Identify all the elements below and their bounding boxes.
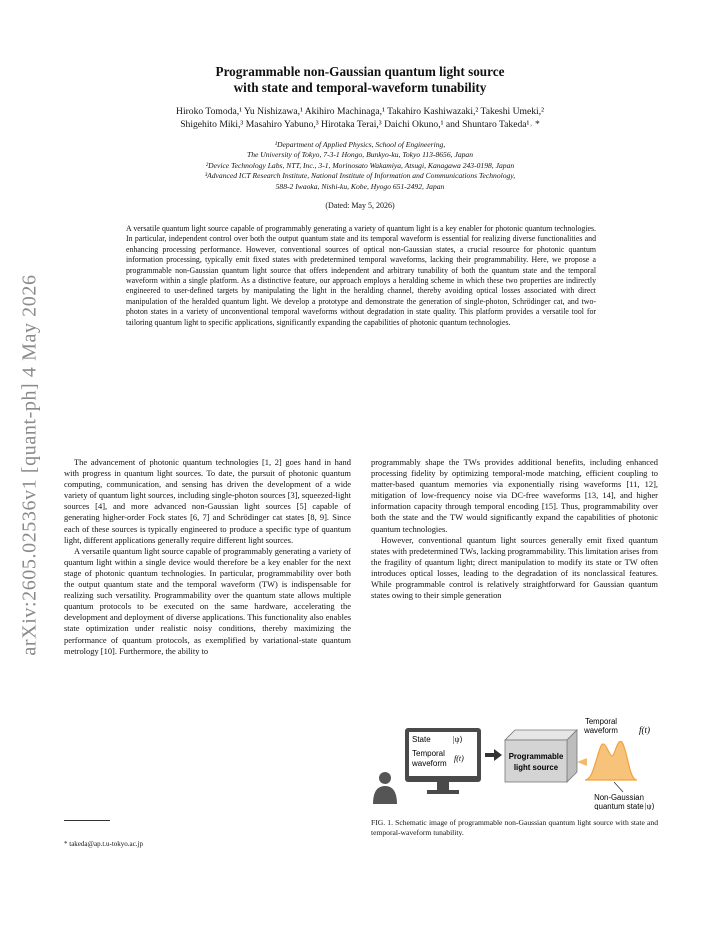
abstract: A versatile quantum light source capable of programmably generating a variety of quantum light is a key enabler for photonic quantum technologies. In particular, independent control over both the output quantum state and its temporal waveform is essential for realizing diverse functionalities and enhancing processing performance. However, conventional sources of optical non-Gaussian states, a crucial resource for photonic quantum information processing, typically emit fixed states with predetermined temporal waveforms, lacking their programmability. Here, we propose a programmable non-Gaussian quantum light source that offers independent and arbitrary tunability of both the quantum state and the temporal waveform within a single platform. As a distinctive feature, our approach employs a heralding scheme in which these two properties are indirectly engineered to user-defined targets by manipulating the light in the heralding channel, thereby avoiding optical losses associated with direct manipulation of the heralded quantum light. We develop a prototype and demonstrate the generation of single-photon, Schrödinger cat, and two-photon states in a variety of unconventional temporal waveforms without degradation in state quality. This platform provides a versatile tool for tailoring quantum light to specific applications, significantly expanding the capabilities of photonic quantum technologies. (126, 224, 596, 327)
beam-arrow (577, 758, 587, 766)
waveform-curve (585, 741, 637, 780)
box-label-2: light source (513, 763, 559, 772)
title-line-2: with state and temporal-waveform tunability (233, 80, 487, 95)
authors-line-2: Shigehito Miki,³ Masahiro Yabuno,³ Hirotaka Terai,³ Daichi Okuno,¹ and Shuntaro Takeda¹˒ * (180, 119, 540, 130)
box-label-1: Programmable (508, 752, 564, 761)
figure-1-schematic (371, 700, 658, 810)
body-paragraph: A versatile quantum light source capable of programmably generating a variety of quantum light within a single device would therefore be a key enabler for the next stage of photonic quantum technologies. In particular, programmability over both the output quantum state and the temporal waveform (TW) is indispensable for realizing such versatility. Programmability over the quantum state allows multiple quantum protocols to be executed on the same hardware, accelerating the development and deployment of diverse applications. This functionality also enables state optimization under realistic noisy conditions, thereby maximizing the performance of quantum protocols, as exemplified by variational-state quantum metrology [10]. Furthermore, the ability to (64, 545, 351, 656)
temporal-label: Temporal (412, 749, 445, 758)
arrow-head-icon (494, 749, 502, 761)
person-body-icon (373, 786, 397, 804)
waveform-label: waveform (412, 759, 447, 768)
affiliations (80, 140, 640, 192)
body-paragraph: However, conventional quantum light sources generally emit fixed quantum states with predetermined TWs, lacking programmability. This limitation arises from the fragility of quantum light; direct manipulation to modify its state or TW often introduces optical losses, leading to the degradation of its nonclassical features. While programmable control is relatively straightforward for Gaussian quantum states owing to their simple generation (371, 534, 658, 601)
dated-line: (Dated: May 5, 2026) (325, 201, 395, 210)
affiliation-line: ¹Department of Applied Physics, School of Engineering, (274, 140, 446, 149)
body-paragraph: programmably shape the TWs provides additional benefits, including enhanced processing fidelity by optimizing temporal-mode matching, efficient coupling to matter-based quantum memories via exponentially rising waveforms [11, 12], mitigation of low-frequency noise via DC-free waveforms [13, 14], and higher information capacity through temporal encoding [15]. Thus, programmability over both the state and the TW would significantly expand the capabilities of photonic quantum technologies. (371, 457, 658, 534)
out-ket: |ψ⟩ (645, 802, 655, 810)
figure-caption: FIG. 1. Schematic image of programmable non-Gaussian quantum light source with state and temporal-waveform tunability. (371, 818, 658, 837)
state-ket: |ψ⟩ (453, 735, 463, 744)
monitor-base (427, 790, 459, 794)
monitor-stand (437, 782, 449, 790)
out-temporal-label: Temporal (584, 717, 618, 726)
box-top (505, 730, 577, 740)
footnote-rule (64, 820, 110, 821)
right-column (371, 457, 658, 601)
arxiv-id: arXiv:2605.02536v1 [quant-ph] 4 May 2026 (18, 274, 41, 656)
person-head-icon (379, 772, 391, 784)
affiliation-line: The University of Tokyo, 7-3-1 Hongo, Bunkyo-ku, Tokyo 113-8656, Japan (246, 150, 474, 160)
waveform-func: f(t) (454, 754, 464, 763)
paper-title (100, 64, 620, 96)
left-column (64, 457, 351, 657)
body-paragraph: The advancement of photonic quantum technologies [1, 2] goes hand in hand with progress in quantum light sources. To date, the pursuit of photonic quantum computing, communication, and sensing has driven the development of a wide variety of quantum light sources, including single-photon sources [3], squeezed-light sources [4], and more advanced non-Gaussian light sources [5] capable of generating higher-order Fock states [6, 7] and Schrödinger cat states [8, 9]. Since each of these sources is typically engineered to produce a specific type of quantum light, different applications generally require different light sources. (64, 457, 351, 545)
author-list (80, 105, 640, 131)
pointer-line (614, 782, 623, 792)
state-label: State (412, 735, 431, 744)
affiliation-line: ³Advanced ICT Research Institute, National Institute of Information and Communications Technology, (204, 171, 516, 181)
light-source-box (505, 740, 567, 782)
affiliation-line: 588-2 Iwaoka, Nishi-ku, Kobe, Hyogo 651-2492, Japan (275, 181, 445, 191)
arxiv-sidebar (4, 235, 56, 695)
authors-line-1: Hiroko Tomoda,¹ Yu Nishizawa,¹ Akihiro Machinaga,¹ Takahiro Kashiwazaki,² Takeshi Umeki,² (176, 106, 544, 117)
footnote-email: * takeda@ap.t.u-tokyo.ac.jp (64, 840, 143, 848)
out-func: f(t) (639, 725, 650, 735)
figure-1 (371, 700, 658, 810)
out-state-label: quantum state (594, 802, 644, 810)
out-waveform-label: waveform (584, 726, 618, 735)
out-ng-label: Non-Gaussian (594, 793, 644, 802)
title-line-1: Programmable non-Gaussian quantum light source (215, 64, 505, 79)
affiliation-line: ²Device Technology Labs, NTT, Inc., 3-1, Morinosato Wakamiya, Atsugi, Kanagawa 243-0198, Japan (205, 160, 515, 170)
